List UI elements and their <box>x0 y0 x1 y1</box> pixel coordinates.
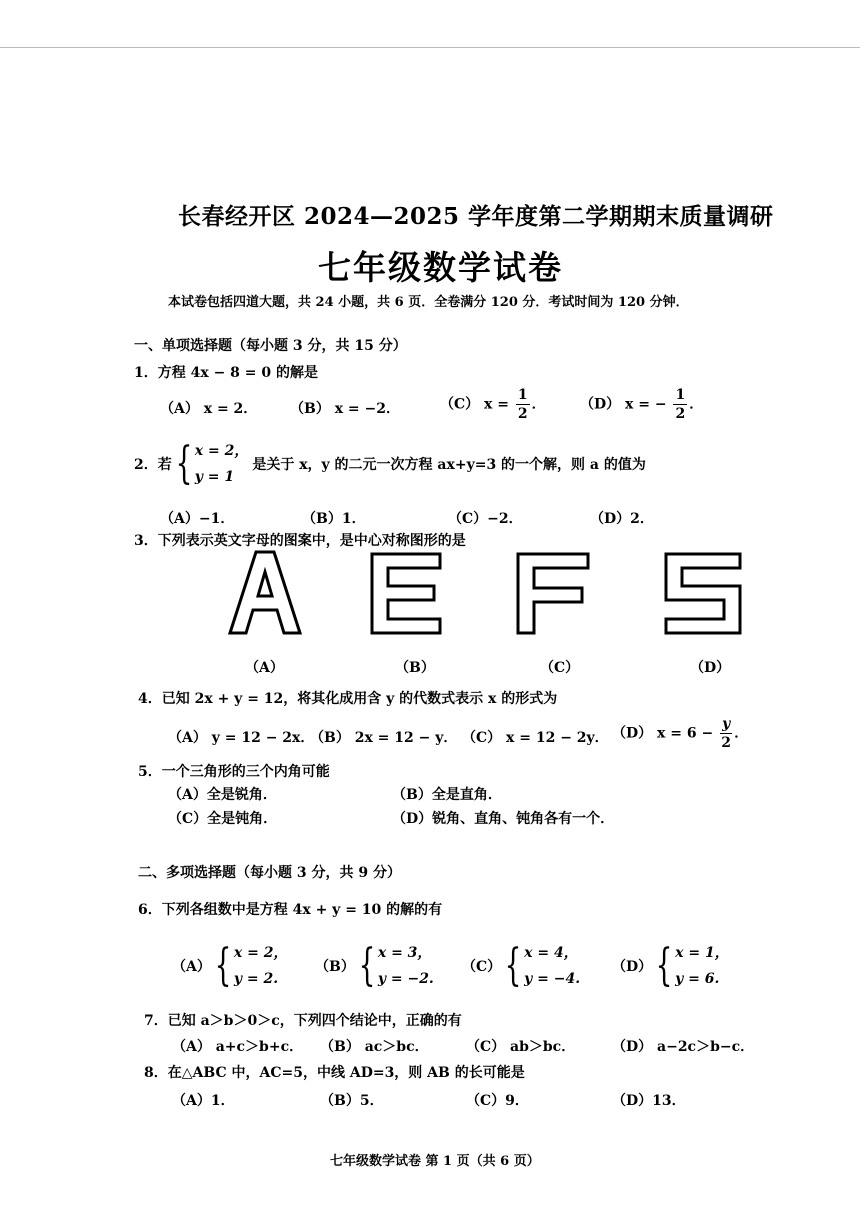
exam-intro: 本试卷包括四道大题，共 24 小题，共 6 页．全卷满分 120 分．考试时间为 120 分钟． <box>168 295 689 310</box>
q6-b-system <box>355 940 434 992</box>
exam-subtitle: 七年级数学试卷 <box>318 248 563 287</box>
q2-stem-text: 是关于 x，y 的二元一次方程 ax+y=3 的一个解，则 a 的值为 <box>252 457 646 473</box>
q2-system <box>172 438 249 490</box>
q5-option-c: （C）全是钝角． <box>168 811 278 827</box>
q6-option-d <box>612 940 729 992</box>
q3-option-d: （D） <box>690 660 731 676</box>
q2-row-1: x = 2， <box>194 443 249 459</box>
q6-d-row-2: y = 6. <box>675 971 720 987</box>
q2-row-2: y = 1 <box>194 469 235 485</box>
q5-option-a: （A）全是锐角． <box>168 787 277 803</box>
question-6-stem: 6．下列各组数中是方程 4x + y = 10 的解的有 <box>138 902 443 918</box>
brace-icon: { <box>504 940 522 991</box>
q2-option-b: （B）1． <box>302 511 366 527</box>
q4-d-fraction <box>720 715 732 752</box>
brace-icon: { <box>214 940 232 991</box>
exam-title: 长春经开区 2024—2025 学年度第二学期期末质量调研 <box>178 203 774 230</box>
q1-c-fraction <box>516 386 530 423</box>
q1-d-fraction <box>673 386 687 423</box>
q3-option-a: （A） <box>245 660 284 676</box>
q1-option-a: （A） x = 2． <box>160 401 258 417</box>
page-footer: 七年级数学试卷 第 1 页（共 6 页） <box>330 1154 540 1169</box>
q6-b-row-2: y = −2. <box>377 971 434 987</box>
q3-letter-figures <box>200 548 760 648</box>
q4-option-d <box>612 715 748 752</box>
q6-option-b <box>315 940 434 992</box>
question-2-stem <box>134 438 646 490</box>
q8-option-a: （A）1． <box>172 1093 235 1109</box>
q6-b-label: （B） <box>315 959 355 975</box>
q6-option-a <box>172 940 287 992</box>
q2-option-c: （C）−2． <box>448 511 523 527</box>
q2-option-d: （D）2． <box>590 511 654 527</box>
question-1-stem: 1．方程 4x − 8 = 0 的解是 <box>134 365 319 381</box>
q6-c-row-1: x = 4， <box>524 945 578 961</box>
q8-option-d: （D）13． <box>612 1093 686 1109</box>
q1-d-numerator: 1 <box>675 387 686 403</box>
q1-option-d <box>580 386 703 423</box>
question-3-stem: 3．下列表示英文字母的图案中，是中心对称图形的是 <box>134 533 466 549</box>
q4-option-a: （A） y = 12 − 2x． <box>168 730 315 746</box>
q7-option-d: （D） a−2c＞b−c． <box>612 1039 755 1055</box>
q1-c-numerator: 1 <box>517 387 528 403</box>
q5-option-b: （B）全是直角． <box>392 787 502 803</box>
q4-d-numerator: y <box>722 716 731 732</box>
q6-a-row-2: y = 2. <box>233 971 279 987</box>
q6-d-label: （D） <box>612 959 653 975</box>
letter-a-figure <box>230 552 300 633</box>
brace-icon: { <box>655 940 673 991</box>
letter-s-figure <box>666 554 740 633</box>
q6-c-system <box>501 940 580 992</box>
letter-e-figure <box>372 554 440 633</box>
q2-prefix: 2．若 <box>134 457 172 473</box>
brace-icon: { <box>358 940 376 991</box>
q3-option-b: （B） <box>395 660 435 676</box>
q3-option-c: （C） <box>540 660 580 676</box>
q6-d-system <box>652 940 729 992</box>
brace-icon: { <box>175 438 193 489</box>
top-border <box>0 47 860 48</box>
q1-c-end: ． <box>531 396 546 413</box>
q7-option-a: （A） a+c＞b+c． <box>172 1039 304 1055</box>
q6-c-row-2: y = −4. <box>524 971 581 987</box>
letter-f-figure <box>518 554 588 633</box>
question-4-stem: 4．已知 2x + y = 12，将其化成用含 y 的代数式表示 x 的形式为 <box>138 691 558 707</box>
q5-option-d: （D）锐角、直角、钝角各有一个． <box>392 811 615 827</box>
q4-d-end: ． <box>734 725 749 742</box>
q1-d-end: ． <box>689 396 704 413</box>
question-5-stem: 5．一个三角形的三个内角可能 <box>138 764 330 780</box>
q1-option-b: （B） x = −2． <box>290 401 401 417</box>
q4-option-b: （B） 2x = 12 − y． <box>310 730 458 746</box>
q2-option-a: （A）−1． <box>160 511 235 527</box>
q1-c-label: （C） x = <box>440 396 509 413</box>
q1-d-label: （D） x = − <box>580 396 667 413</box>
q7-option-c: （C） ab＞bc． <box>466 1039 576 1055</box>
q7-option-b: （B） ac＞bc． <box>320 1039 429 1055</box>
q1-d-denominator: 2 <box>675 406 686 422</box>
q6-a-label: （A） <box>172 959 211 975</box>
section-1-title: 一、单项选择题（每小题 3 分，共 15 分） <box>134 338 407 354</box>
q6-a-system <box>211 940 288 992</box>
q4-option-c: （C） x = 12 − 2y． <box>462 730 609 746</box>
q6-a-row-1: x = 2， <box>233 945 288 961</box>
q6-option-c <box>462 940 580 992</box>
q4-d-label: （D） x = 6 − <box>612 725 714 742</box>
q6-b-row-1: x = 3， <box>377 945 432 961</box>
q8-option-c: （C）9． <box>466 1093 529 1109</box>
q6-c-label: （C） <box>462 959 502 975</box>
q1-option-c <box>440 386 546 423</box>
section-2-title: 二、多项选择题（每小题 3 分，共 9 分） <box>138 865 401 881</box>
question-7-stem: 7．已知 a＞b＞0＞c，下列四个结论中，正确的有 <box>144 1013 462 1029</box>
q1-c-denominator: 2 <box>517 406 528 422</box>
q4-d-denominator: 2 <box>721 735 731 751</box>
q6-d-row-1: x = 1， <box>675 945 729 961</box>
question-8-stem: 8．在△ABC 中，AC=5，中线 AD=3，则 AB 的长可能是 <box>144 1065 525 1081</box>
q8-option-b: （B）5． <box>320 1093 384 1109</box>
